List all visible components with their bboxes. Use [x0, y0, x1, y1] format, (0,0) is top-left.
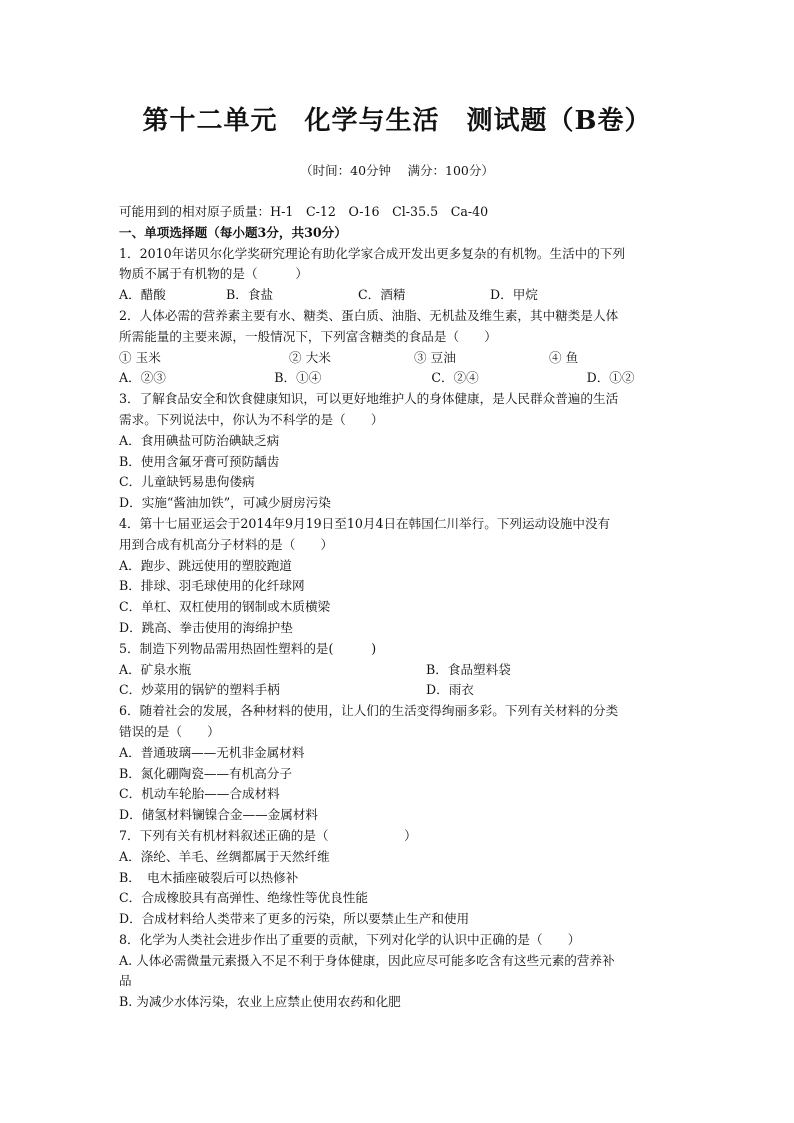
question-6: [119, 701, 679, 826]
option-b: B．食品塑料袋: [426, 661, 511, 677]
question-stem-line: 错误的是（ ）: [119, 723, 220, 739]
option-c: C．炒菜用的锅铲的塑料手柄: [119, 682, 280, 698]
question-stem-line: 2．人体必需的营养素主要有水、糖类、蛋白质、油脂、无机盐及维生素，其中糖类是人体: [119, 307, 619, 323]
question-stem-line: 所需能量的主要来源，一般情况下，下列富含糖类的食品是（ ）: [119, 328, 497, 344]
option-a: A. 人体必需微量元素摄入不足不利于身体健康，因此应尽可能多吃含有这些元素的营养补: [119, 952, 615, 968]
option-a: A．醋酸: [119, 287, 166, 303]
option-c: C．②④: [431, 370, 479, 386]
question-stem-line: 3．了解食品安全和饮食健康知识，可以更好地维护人的身体健康，是人民群众普遍的生活: [119, 391, 619, 407]
option-c: C．儿童缺钙易患佝偻病: [119, 474, 255, 490]
option-c: C．酒精: [358, 287, 406, 303]
option-a: A．跑步、跳远使用的塑胶跑道: [119, 557, 292, 573]
question-8: [119, 930, 679, 1013]
exam-time-score: （时间：40分钟 满分：100分）: [300, 163, 494, 178]
question-4: [119, 514, 679, 639]
question-stem-line: 6．随着社会的发展，各种材料的使用，让人们的生活变得绚丽多彩。下列有关材料的分类: [119, 703, 619, 719]
question-3: [119, 389, 679, 514]
page-title: 第十二单元 化学与生活 测试题（B卷）: [142, 106, 652, 136]
item-2: ② 大米: [289, 349, 331, 365]
option-d: D．实施“酱油加铁”，可减少厨房污染: [119, 495, 331, 511]
option-a: A．矿泉水瓶: [119, 661, 192, 677]
question-stem-line: 需求。下列说法中，你认为不科学的是（ ）: [119, 411, 384, 427]
option-b: B．①④: [274, 370, 322, 386]
item-3: ③ 豆油: [414, 349, 456, 365]
option-b: B．使用含氟牙膏可预防龋齿: [119, 453, 280, 469]
option-b: B． 电木插座破裂后可以热修补: [119, 869, 299, 885]
question-stem-line: 8．化学为人类社会进步作出了重要的贡献，下列对化学的认识中正确的是（ ）: [119, 931, 581, 947]
option-b: B．氮化硼陶瓷——有机高分子: [119, 765, 292, 781]
atomic-masses: 可能用到的相对原子质量：H-1 C-12 O-16 Cl-35.5 Ca-40: [119, 204, 489, 219]
option-row: [119, 368, 679, 389]
option-d: D．甲烷: [490, 287, 538, 303]
option-d: D．雨衣: [426, 682, 474, 698]
question-2: [119, 306, 679, 389]
question-stem-line: 物质不属于有机物的是（ ）: [119, 266, 308, 282]
item-row: [119, 348, 679, 369]
exam-content: [119, 202, 679, 1013]
option-d: D．①②: [586, 370, 635, 386]
option-c: C．机动车轮胎——合成材料: [119, 786, 280, 802]
option-b: B．排球、羽毛球使用的化纤球网: [119, 578, 305, 594]
option-a: A．普通玻璃——无机非金属材料: [119, 744, 305, 760]
question-1: [119, 244, 679, 306]
question-stem-line: 1．2010年诺贝尔化学奖研究理论有助化学家合成开发出更多复杂的有机物。生活中的下列: [119, 245, 626, 261]
option-a: A．食用碘盐可防治碘缺乏病: [119, 432, 280, 448]
question-5: [119, 639, 679, 701]
item-4: ④ 鱼: [549, 349, 579, 365]
option-row: [119, 285, 679, 306]
question-stem-line: 7．下列有关有机材料叙述正确的是（ ）: [119, 827, 417, 843]
option-d: D．储氢材料镧镍合金——金属材料: [119, 807, 319, 823]
option-a: A．涤纶、羊毛、丝绸都属于天然纤维: [119, 848, 330, 864]
question-stem-line: 5．制造下列物品需用热固性塑料的是( ): [119, 640, 377, 656]
section-heading: 一、单项选择题（每小题3分，共30分）: [119, 224, 347, 240]
option-row: [119, 680, 679, 701]
option-row: [119, 660, 679, 681]
option-d: D．跳高、拳击使用的海绵护垫: [119, 619, 293, 635]
question-stem-line: 4．第十七届亚运会于2014年9月19日至10月4日在韩国仁川举行。下列运动设施中没有: [119, 515, 611, 531]
question-7: [119, 826, 679, 930]
option-b: B．食盐: [226, 287, 274, 303]
item-1: ① 玉米: [119, 349, 161, 365]
option-b: B. 为减少水体污染，农业上应禁止使用农药和化肥: [119, 994, 401, 1010]
option-d: D．合成材料给人类带来了更多的污染，所以要禁止生产和使用: [119, 911, 470, 927]
option-c: C．合成橡胶具有高弹性、绝缘性等优良性能: [119, 890, 368, 906]
option-a-continued: 品: [119, 973, 132, 989]
option-c: C．单杠、双杠使用的钢制或木质横梁: [119, 599, 331, 615]
question-stem-line: 用到合成有机高分子材料的是（ ）: [119, 536, 334, 552]
option-a: A．②③: [119, 370, 166, 386]
